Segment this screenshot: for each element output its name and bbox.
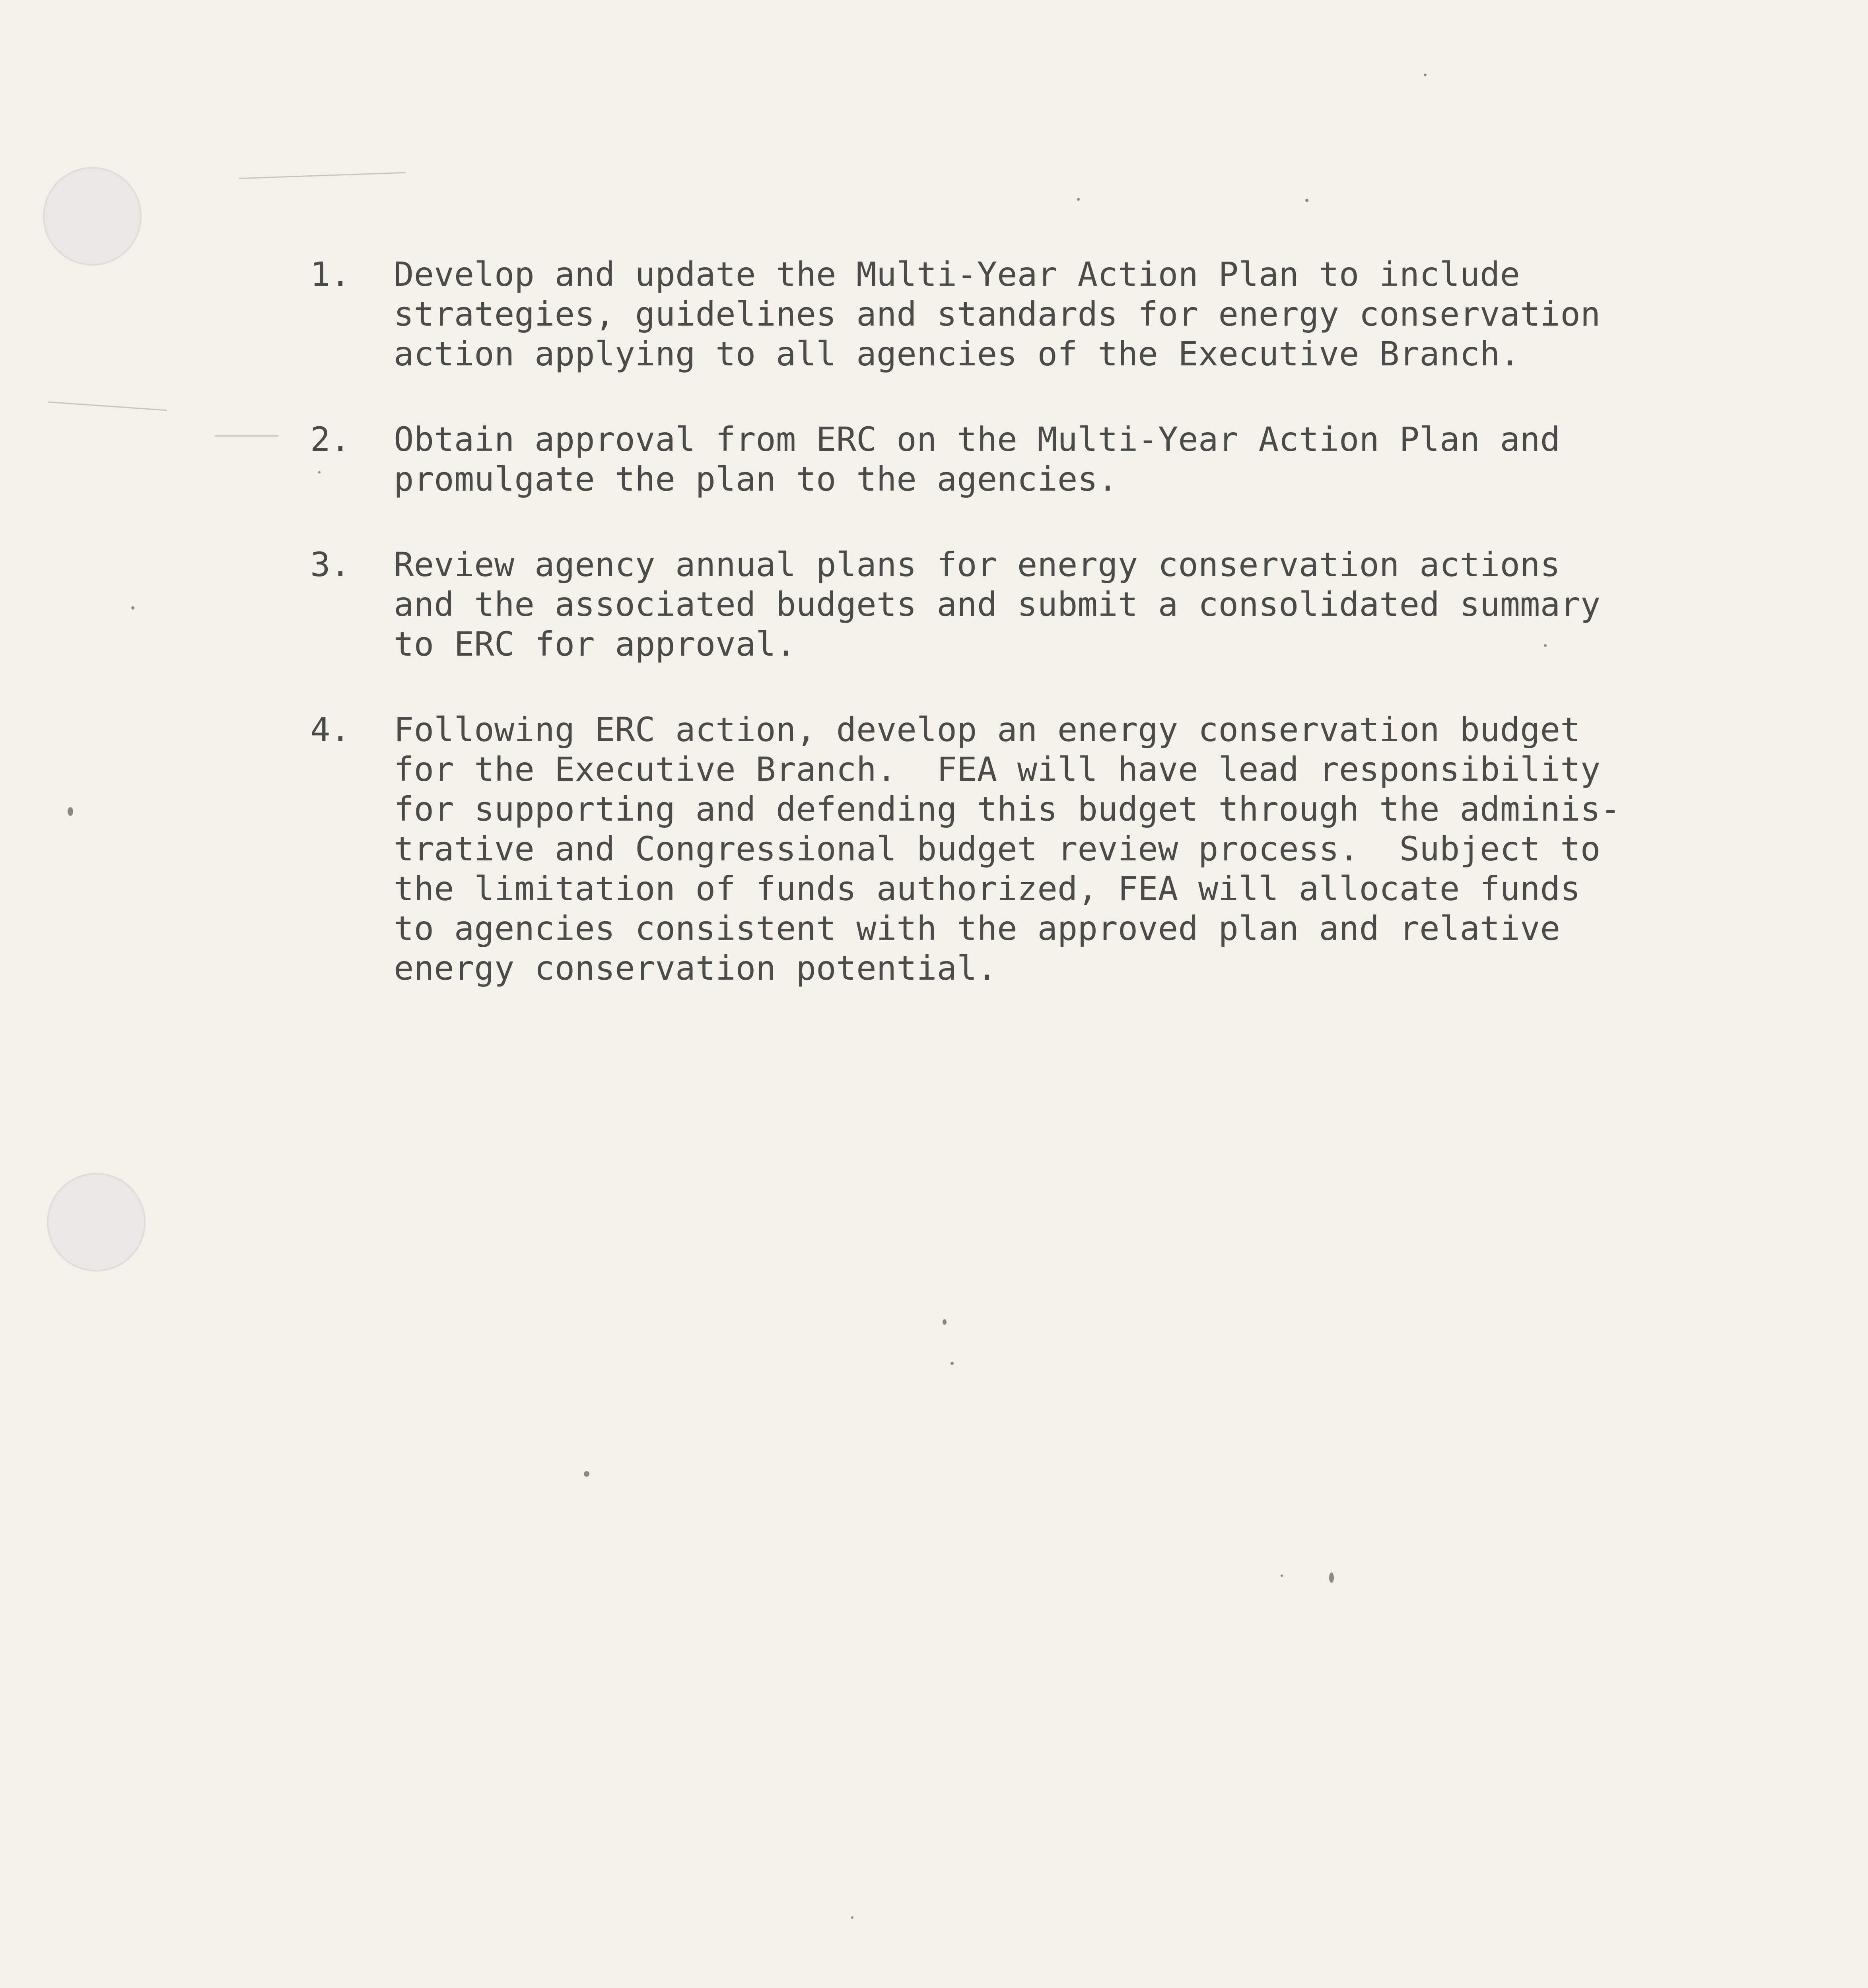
item-text-line: for supporting and defending this budget through the adminis- — [394, 790, 1621, 829]
speck — [131, 606, 134, 610]
item-text-line: Review agency annual plans for energy conservation actions — [394, 545, 1561, 584]
item-text-line: energy conservation potential. — [394, 949, 997, 988]
item-text-line: Develop and update the Multi-Year Action Plan to include — [394, 255, 1520, 294]
stray-mark — [215, 435, 278, 437]
item-text-line: strategies, guidelines and standards for energy conservation — [394, 295, 1601, 334]
item-text-line: the limitation of funds authorized, FEA will allocate funds — [394, 869, 1580, 908]
speck — [68, 807, 73, 816]
action-list — [310, 254, 1662, 1034]
speck — [1424, 74, 1427, 76]
item-text-line: to ERC for approval. — [394, 625, 796, 664]
item-number: 1. — [310, 255, 351, 294]
item-text-line: trative and Congressional budget review process. Subject to — [394, 829, 1601, 868]
item-text-line: Following ERC action, develop an energy conservation budget — [394, 710, 1580, 749]
list-item — [310, 254, 1662, 374]
item-text-line: and the associated budgets and submit a consolidated summary — [394, 585, 1601, 624]
list-item — [310, 710, 1662, 988]
speck — [1281, 1574, 1283, 1577]
speck — [1329, 1573, 1334, 1583]
punch-hole-top — [43, 167, 142, 266]
speck — [943, 1319, 947, 1325]
speck — [851, 1916, 853, 1919]
item-text-line: promulgate the plan to the agencies. — [394, 460, 1118, 499]
item-number: 2. — [310, 420, 351, 459]
item-text-line: for the Executive Branch. FEA will have lead responsibility — [394, 750, 1601, 789]
punch-hole-middle — [47, 1173, 146, 1272]
item-number: 4. — [310, 710, 351, 749]
item-text-line: action applying to all agencies of the Executive Branch. — [394, 334, 1520, 373]
item-text-line: to agencies consistent with the approved plan and relative — [394, 909, 1561, 948]
speck — [1077, 198, 1080, 201]
stray-mark — [48, 402, 167, 411]
speck — [951, 1362, 954, 1365]
speck — [1305, 199, 1308, 202]
list-item — [310, 545, 1662, 664]
list-item — [310, 419, 1662, 499]
item-text-line: Obtain approval from ERC on the Multi-Year Action Plan and — [394, 420, 1561, 459]
stray-mark — [239, 172, 406, 179]
item-number: 3. — [310, 545, 351, 584]
speck — [584, 1471, 589, 1477]
